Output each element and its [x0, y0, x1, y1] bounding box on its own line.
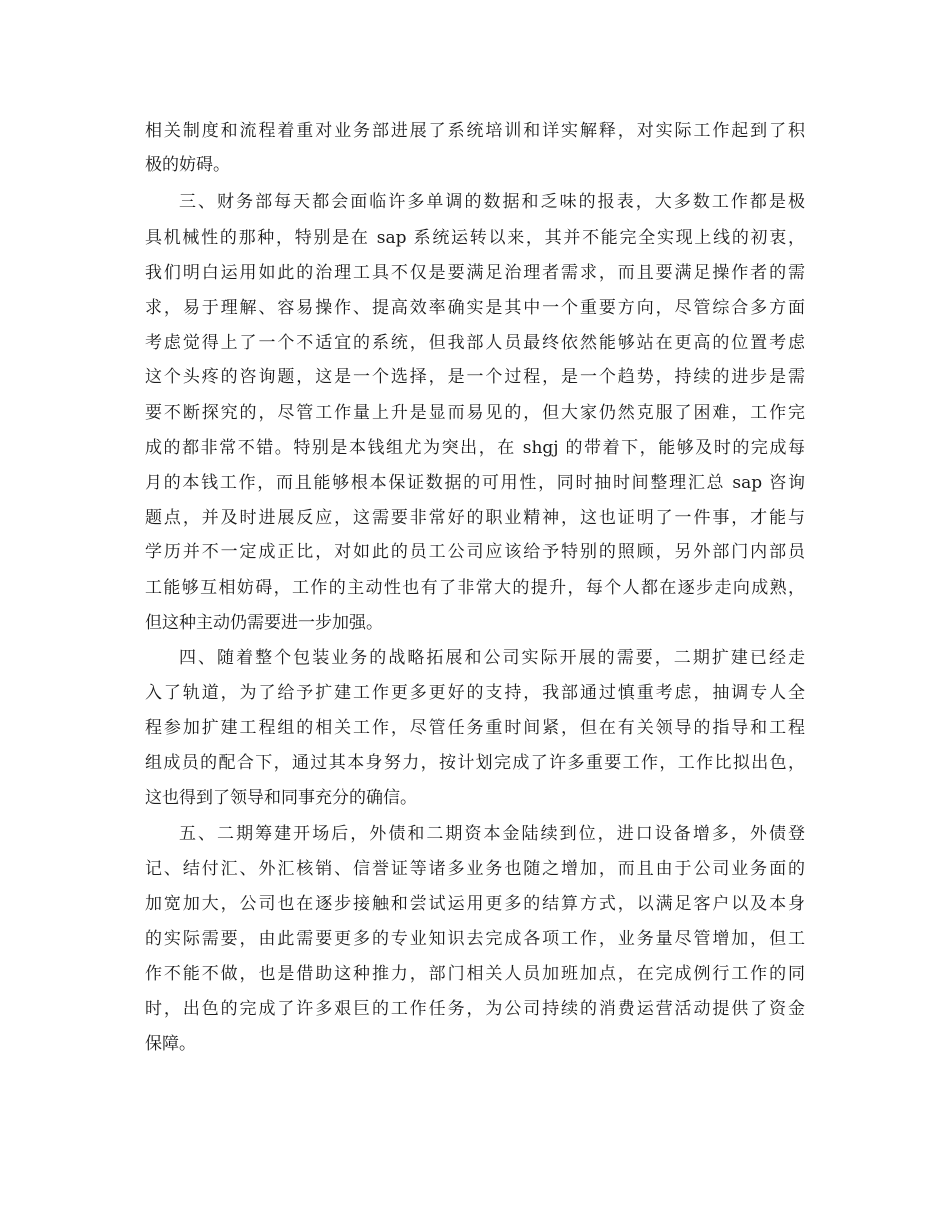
text-line: 加宽加大，公司也在逐步接触和尝试运用更多的结算方式，以满足客户以及本身 — [145, 894, 805, 914]
text-line: 保障。 — [145, 1034, 196, 1054]
text-line: 但这种主动仍需要进一步加强。 — [145, 613, 383, 633]
text-line: 相关制度和流程着重对业务部进展了系统培训和详实解释，对实际工作起到了积 — [145, 121, 805, 141]
text-line: 入了轨道，为了给予扩建工作更多更好的支持，我部通过慎重考虑，抽调专人全 — [145, 683, 805, 703]
text-line: 求，易于理解、容易操作、提高效率确实是其中一个重要方向，尽管综合多方面 — [145, 298, 805, 318]
text-line: 要不断探究的，尽管工作量上升是显而易见的，但大家仍然克服了困难，工作完 — [145, 403, 805, 423]
text-line: 具机械性的那种，特别是在 sap 系统运转以来，其并不能完全实现上线的初衷， — [145, 228, 805, 248]
text-line: 作不能不做，也是借助这种推力，部门相关人员加班加点，在完成例行工作的同 — [145, 964, 805, 984]
text-line: 这个头疼的咨询题，这是一个选择，是一个过程，是一个趋势，持续的进步是需 — [145, 367, 805, 387]
text-line: 工能够互相妨碍，工作的主动性也有了非常大的提升，每个人都在逐步走向成熟， — [145, 578, 805, 598]
paragraph-start-line: 五、二期筹建开场后，外债和二期资本金陆续到位，进口设备增多，外债登 — [179, 824, 805, 844]
text-line: 极的妨碍。 — [145, 155, 230, 175]
text-line: 的实际需要，由此需要更多的专业知识去完成各项工作，业务量尽管增加，但工 — [145, 929, 805, 949]
paragraph-start-line: 四、随着整个包装业务的战略拓展和公司实际开展的需要，二期扩建已经走 — [179, 648, 805, 668]
text-line: 时，出色的完成了许多艰巨的工作任务，为公司持续的消费运营活动提供了资金 — [145, 999, 805, 1019]
text-line: 我们明白运用如此的治理工具不仅是要满足治理者需求，而且要满足操作者的需 — [145, 263, 805, 283]
text-line: 组成员的配合下，通过其本身努力，按计划完成了许多重要工作，工作比拟出色， — [145, 753, 805, 773]
text-line: 记、结付汇、外汇核销、信誉证等诸多业务也随之增加，而且由于公司业务面的 — [145, 859, 805, 879]
text-line: 程参加扩建工程组的相关工作，尽管任务重时间紧，但在有关领导的指导和工程 — [145, 718, 805, 738]
text-line: 题点，并及时进展反应，这需要非常好的职业精神，这也证明了一件事，才能与 — [145, 508, 805, 528]
paragraph-start-line: 三、财务部每天都会面临许多单调的数据和乏味的报表，大多数工作都是极 — [179, 192, 805, 212]
text-line: 成的都非常不错。特别是本钱组尤为突出，在 shgj 的带着下，能够及时的完成每 — [145, 438, 805, 458]
text-line: 这也得到了领导和同事充分的确信。 — [145, 788, 417, 808]
text-line: 月的本钱工作，而且能够根本保证数据的可用性，同时抽时间整理汇总 sap 咨询 — [145, 473, 805, 493]
text-line: 考虑觉得上了一个不适宜的系统，但我部人员最终依然能够站在更高的位置考虑 — [145, 333, 805, 353]
text-line: 学历并不一定成正比，对如此的员工公司应该给予特别的照顾，另外部门内部员 — [145, 542, 805, 562]
